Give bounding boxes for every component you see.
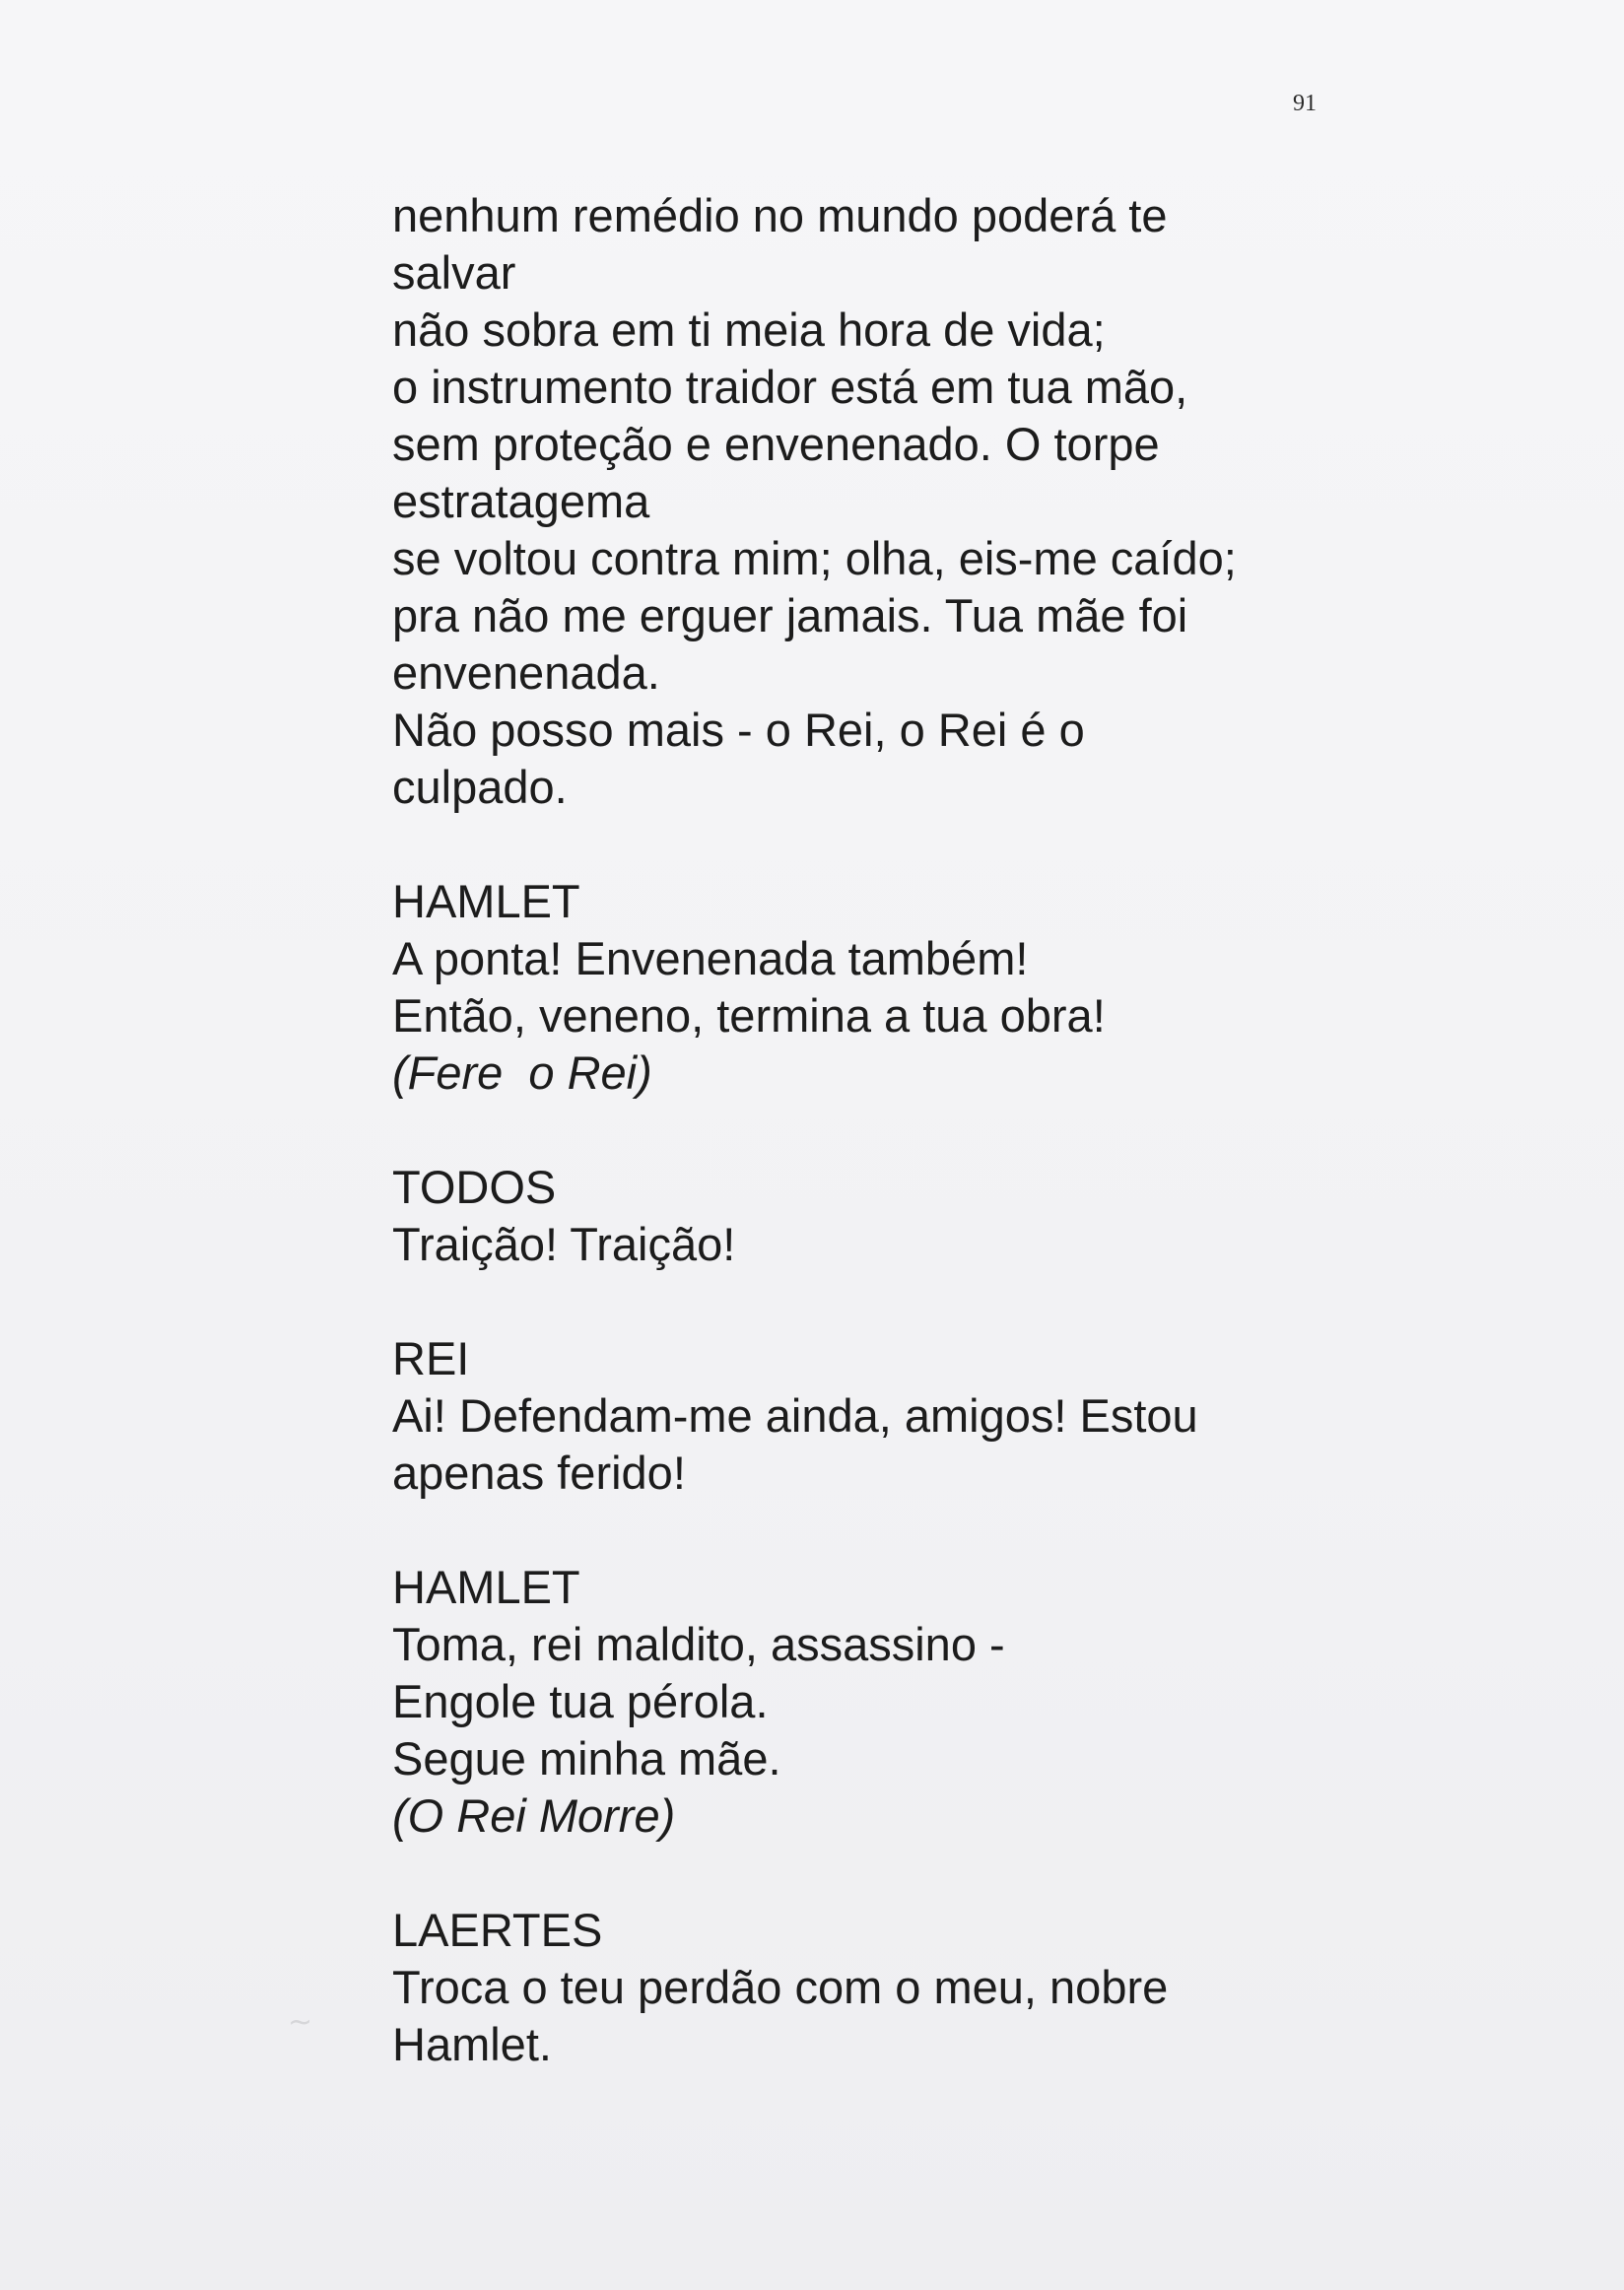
speech-line: Segue minha mãe. [392, 1732, 781, 1785]
speech-line: sem proteção e envenenado. O torpe [392, 418, 1160, 470]
speech-line: pra não me erguer jamais. Tua mãe foi [392, 589, 1188, 641]
speech-line: Ai! Defendam-me ainda, amigos! Estou [392, 1389, 1198, 1442]
rei-speech [392, 1330, 1378, 1502]
speech-line: estratagema [392, 475, 650, 527]
speech-line: Traição! Traição! [392, 1218, 736, 1270]
todos-speech [392, 1159, 1378, 1273]
speech-line: Troca o teu perdão com o meu, nobre [392, 1961, 1169, 2013]
speaker-name: TODOS [392, 1161, 557, 1213]
speech-line: apenas ferido! [392, 1447, 686, 1499]
speech-line: não sobra em ti meia hora de vida; [392, 303, 1106, 356]
speech-line: Não posso mais - o Rei, o Rei é o [392, 704, 1085, 756]
hamlet-speech-2 [392, 1559, 1378, 1845]
speech-line: salvar [392, 246, 516, 299]
script-text [392, 187, 1378, 2073]
page-number: 91 [1293, 91, 1317, 116]
speaker-name: HAMLET [392, 875, 580, 927]
speaker-name: HAMLET [392, 1561, 580, 1613]
speech-line: se voltou contra mim; olha, eis-me caído; [392, 532, 1237, 584]
stage-direction: (O Rei Morre) [392, 1789, 676, 1842]
laertes-speech [392, 1902, 1378, 2073]
speech-line: culpado. [392, 761, 568, 813]
speech-line: Hamlet. [392, 2018, 552, 2070]
hamlet-speech-1 [392, 873, 1378, 1102]
speaker-name: REI [392, 1332, 470, 1384]
speech-line: Engole tua pérola. [392, 1675, 769, 1727]
speech-line: o instrumento traidor está em tua mão, [392, 361, 1188, 413]
speech-line: envenenada. [392, 646, 660, 699]
stage-direction: (Fere o Rei) [392, 1046, 652, 1099]
paper-smudge: ~ [288, 2005, 313, 2040]
opening-speech [392, 187, 1378, 816]
speech-line: Então, veneno, termina a tua obra! [392, 989, 1106, 1042]
speech-line: Toma, rei maldito, assassino - [392, 1618, 1005, 1670]
speaker-name: LAERTES [392, 1904, 603, 1956]
speech-line: A ponta! Envenenada também! [392, 932, 1029, 984]
speech-line: nenhum remédio no mundo poderá te [392, 189, 1168, 241]
